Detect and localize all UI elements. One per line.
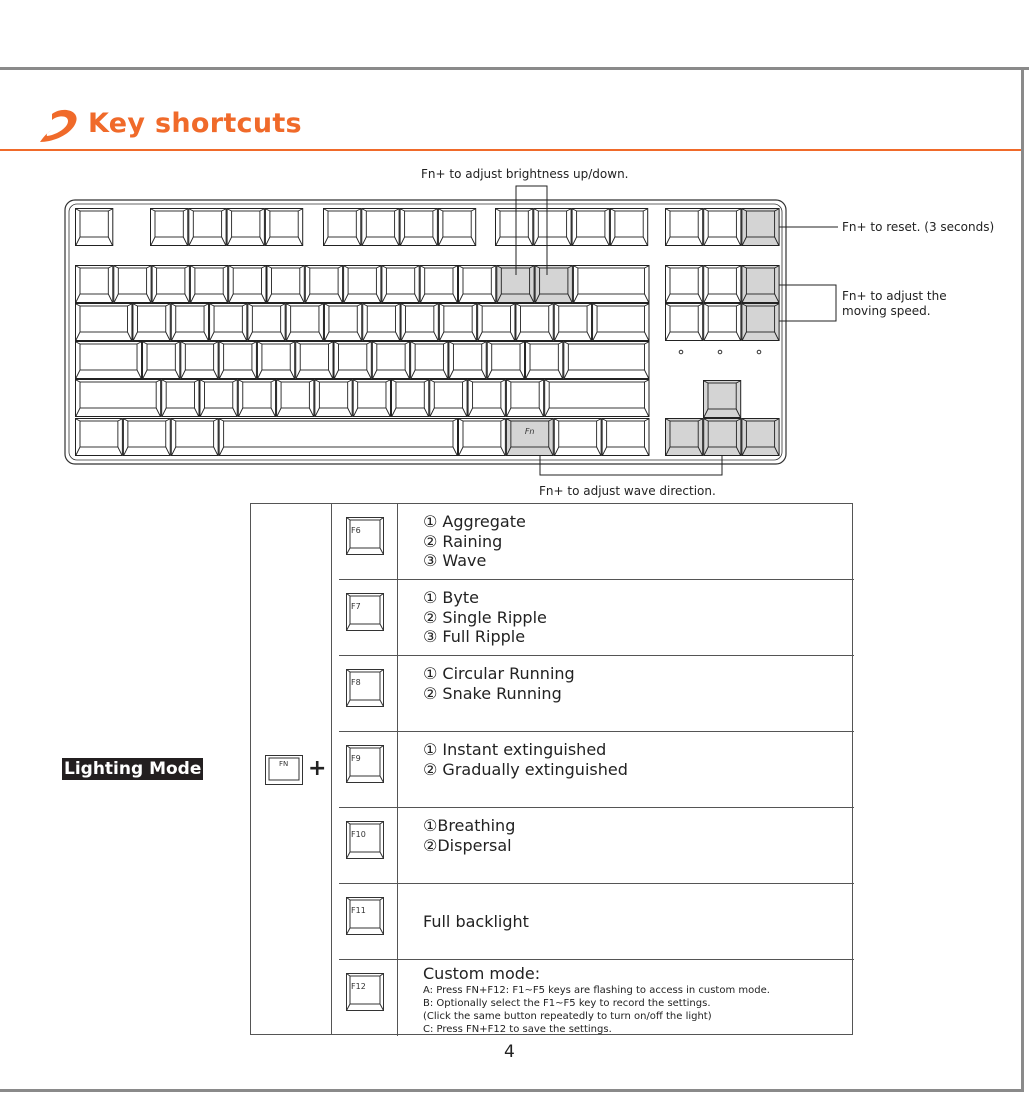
key-cell: [339, 884, 398, 959]
key: [143, 342, 180, 379]
key: [200, 380, 237, 417]
key-label: F7: [351, 602, 361, 611]
key-cell: [339, 808, 398, 883]
nav-key: [666, 304, 703, 341]
f6-key-icon: [346, 517, 384, 555]
f-key: [265, 209, 302, 246]
lighting-mode-table: [250, 503, 853, 1035]
key: [277, 380, 314, 417]
key: [171, 304, 208, 341]
mode-description: [423, 512, 526, 571]
key-cell: [339, 504, 398, 579]
key: [535, 266, 572, 303]
key: [76, 380, 161, 417]
key: [76, 266, 113, 303]
mode-row-f8: [339, 656, 854, 732]
nav-key: [666, 266, 703, 303]
arrow-key: [742, 419, 779, 456]
key: [506, 380, 543, 417]
nav-key: [742, 304, 779, 341]
wave-callout: Fn+ to adjust wave direction.: [539, 484, 716, 498]
column-divider: [331, 504, 332, 1034]
page-title: Key shortcuts: [88, 108, 302, 139]
key: [411, 342, 448, 379]
key: [363, 304, 400, 341]
custom-mode-step: (Click the same button repeatedly to turn on/off the light): [423, 1010, 712, 1022]
plus-sign: +: [308, 756, 327, 781]
f11-key-icon: [346, 897, 384, 935]
mode-row-f7: [339, 580, 854, 656]
speed-callout-line2: moving speed.: [842, 304, 931, 318]
page-number: 4: [504, 1042, 515, 1062]
key: [420, 266, 457, 303]
spacebar-key: [219, 419, 457, 456]
nav-key: [742, 266, 779, 303]
key: [526, 342, 563, 379]
f-key: [151, 209, 188, 246]
mode-description: [423, 912, 529, 932]
key: [114, 266, 151, 303]
fn-key-label: Fn: [524, 427, 535, 436]
key: [573, 266, 649, 303]
f-key: [438, 209, 475, 246]
key-cell: [339, 960, 398, 1036]
mode-description: [423, 816, 515, 855]
key: [554, 419, 601, 456]
mode-description: [423, 964, 770, 1036]
f-key: [610, 209, 647, 246]
nav-key: [704, 209, 741, 246]
key: [315, 380, 352, 417]
arrow-key: [704, 419, 741, 456]
custom-mode-step: A: Press FN+F12: F1~F5 keys are flashing to access in custom mode.: [423, 984, 770, 996]
f12-key-icon: [346, 973, 384, 1011]
key: [181, 342, 218, 379]
mode-option: ① Aggregate: [423, 512, 526, 531]
fn-key-label: FN: [279, 760, 289, 768]
key: [353, 380, 390, 417]
mode-option: ② Gradually extinguished: [423, 759, 628, 779]
key: [478, 304, 515, 341]
key: [123, 419, 170, 456]
keyboard-diagram: [0, 0, 1029, 500]
f8-key-icon: [346, 669, 384, 707]
f-key: [400, 209, 437, 246]
key-cell: [339, 732, 398, 807]
key-cell: [339, 580, 398, 655]
mode-option: ② Snake Running: [423, 683, 562, 703]
key: [229, 266, 266, 303]
mode-option: ① Instant extinguished: [423, 740, 607, 759]
key-label: F6: [351, 526, 361, 535]
key: [391, 380, 428, 417]
custom-mode-step: B: Optionally select the F1~F5 key to record the settings.: [423, 997, 711, 1009]
mode-option: ③ Wave: [423, 551, 487, 570]
key: [267, 266, 304, 303]
key: [459, 419, 506, 456]
key: [554, 304, 591, 341]
f-key: [362, 209, 399, 246]
key: [430, 380, 467, 417]
mode-option: ②Dispersal: [423, 835, 512, 855]
key: [296, 342, 333, 379]
f10-key-icon: [346, 821, 384, 859]
mode-row-f6: [339, 504, 854, 580]
key: [305, 266, 342, 303]
key: [334, 342, 371, 379]
mode-option: ② Raining: [423, 531, 503, 551]
mode-option: ② Single Ripple: [423, 607, 547, 627]
key: [449, 342, 486, 379]
key: [564, 342, 649, 379]
esc-key: [76, 209, 113, 246]
pause-key: [742, 209, 779, 246]
reset-callout: Fn+ to reset. (3 seconds): [842, 220, 995, 234]
f-key: [496, 209, 533, 246]
f-key: [324, 209, 361, 246]
key: [344, 266, 381, 303]
key: [286, 304, 323, 341]
f-key: [534, 209, 571, 246]
key: [171, 419, 218, 456]
key-label: F8: [351, 678, 361, 687]
f-key: [227, 209, 264, 246]
key: [382, 266, 419, 303]
mode-row-f9: [339, 732, 854, 808]
arrow-key: [666, 419, 703, 456]
key: [372, 342, 409, 379]
key: [459, 266, 496, 303]
key: [162, 380, 199, 417]
key: [219, 342, 256, 379]
key-label: F10: [351, 830, 366, 839]
arrow-up-key: [704, 381, 741, 418]
mode-description: [423, 664, 575, 703]
key: [76, 342, 142, 379]
key: [152, 266, 189, 303]
f-key: [189, 209, 226, 246]
custom-mode-title: Custom mode:: [423, 964, 541, 983]
mode-option: ① Circular Running: [423, 664, 575, 683]
nav-key: [704, 266, 741, 303]
mode-description: [423, 740, 628, 779]
mode-description: [423, 588, 547, 647]
key: [248, 304, 285, 341]
key: [439, 304, 476, 341]
speed-callout-line1: Fn+ to adjust the: [842, 289, 947, 303]
lighting-mode-label: Lighting Mode: [64, 759, 202, 779]
key: [487, 342, 524, 379]
mode-option: Full backlight: [423, 912, 529, 931]
mode-row-f10: [339, 808, 854, 884]
fn-key: [506, 419, 553, 456]
key-label: F11: [351, 906, 366, 915]
key: [324, 304, 361, 341]
bottom-border: [0, 1089, 1024, 1092]
nav-key: [666, 209, 703, 246]
f-key: [572, 209, 609, 246]
brightness-callout: Fn+ to adjust brightness up/down.: [421, 167, 629, 181]
key: [468, 380, 505, 417]
mode-option: ③ Full Ripple: [423, 627, 526, 646]
key: [133, 304, 170, 341]
mode-option: ①Breathing: [423, 816, 516, 835]
mode-row-f11: [339, 884, 854, 960]
key: [257, 342, 294, 379]
key: [545, 380, 649, 417]
f9-key-icon: [346, 745, 384, 783]
speed-bracket: [779, 285, 836, 321]
key: [76, 419, 123, 456]
custom-mode-step: C: Press FN+F12 to save the settings.: [423, 1023, 612, 1035]
key: [76, 304, 132, 341]
key: [602, 419, 649, 456]
key: [593, 304, 649, 341]
key: [497, 266, 534, 303]
key: [516, 304, 553, 341]
f7-key-icon: [346, 593, 384, 631]
mode-row-f12: [339, 960, 854, 1036]
key: [210, 304, 247, 341]
nav-key: [704, 304, 741, 341]
key-cell: [339, 656, 398, 731]
key: [401, 304, 438, 341]
key: [238, 380, 275, 417]
key: [190, 266, 227, 303]
mode-option: ① Byte: [423, 588, 479, 607]
key-label: F12: [351, 982, 366, 991]
key-label: F9: [351, 754, 361, 763]
